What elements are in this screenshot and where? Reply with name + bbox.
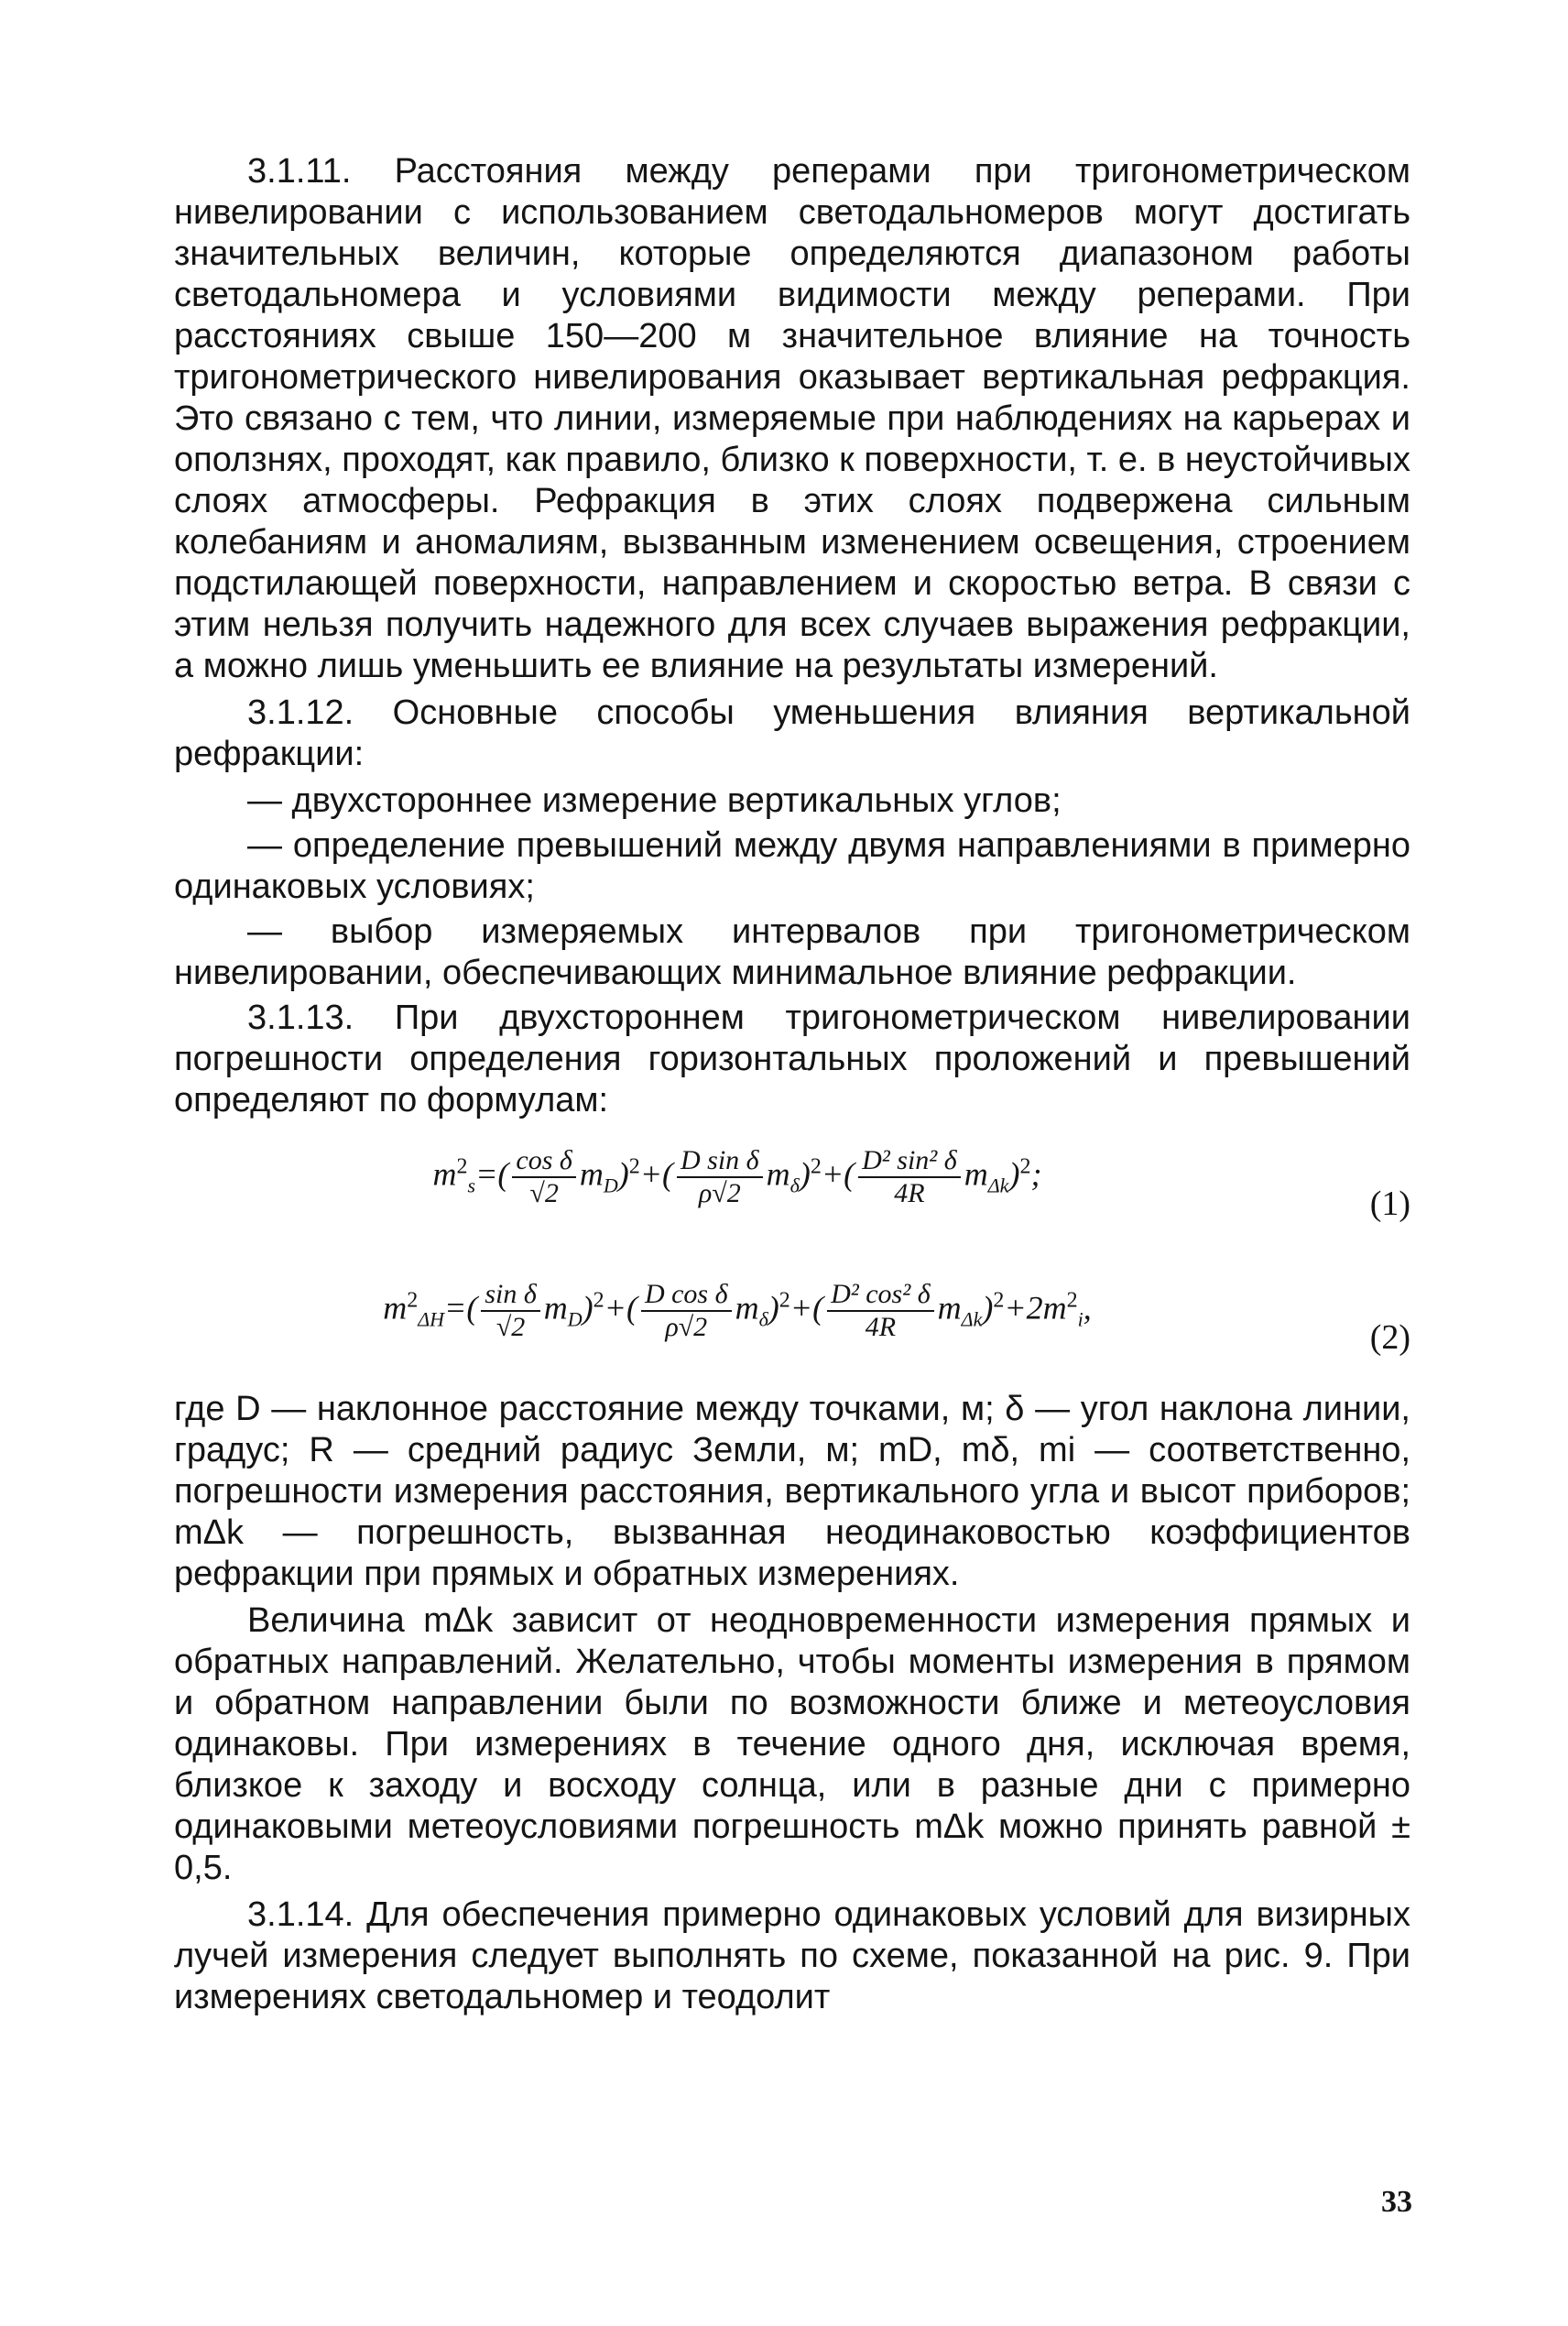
formula-1 [174, 1145, 1410, 1255]
list-item: — выбор измеряемых интервалов при тригонометрическом нивелировании, обеспечивающих минимальное влияние рефракции. [174, 912, 1410, 992]
paragraph-3-1-13: 3.1.13. При двухстороннем тригонометрическом нивелировании погрешности определения горизонтальных проложений и превышений определяют по формулам: [174, 999, 1410, 1119]
paragraph-3-1-11: 3.1.11. Расстояния между реперами при тригонометрическом нивелировании с использованием светодальномеров могут достигать значительных величин, которые определяются диапазоном работы светодальномера и условиями видимости между реперами. При расстояниях свыше 150—200 м значительное влияние на точность тригонометрического нивелирования оказывает вертикальная рефракция. Это связано с тем, что линии, измеряемые при наблюдениях на карьерах и оползнях, проходят, как правило, близко к поверхности, т. е. в неустойчивых слоях атмосферы. Рефракция в этих слоях подвержена сильным колебаниям и аномалиям, вызванным изменением освещения, строением подстилающей поверхности, направлением и скоростью ветра. В связи с этим нельзя получить надежного для всех случаев выражения рефракции, а можно лишь уменьшить ее влияние на результаты измерений. [174, 152, 1410, 685]
paragraph-3-1-14: 3.1.14. Для обеспечения примерно одинаковых условий для визирных лучей измерения следует выполнять по схеме, показанной на рис. 9. При измерениях светодальномер и теодолит [174, 1895, 1410, 2016]
formula-1-number: (1) [1369, 1185, 1410, 1223]
body-text [174, 151, 1410, 2024]
paragraph-3-1-12: 3.1.12. Основные способы уменьшения влияния вертикальной рефракции: [174, 693, 1410, 773]
list-item: — определение превышений между двумя направлениями в примерно одинаковых условиях; [174, 826, 1410, 906]
formula-2-number: (2) [1369, 1318, 1410, 1357]
list-item: — двухстороннее измерение вертикальных углов; [247, 781, 1062, 820]
paragraph-where: где D — наклонное расстояние между точками, м; δ — угол наклона линии, градус; R — средний радиус Земли, м; mD, mδ, mi — соответственно, погрешности измерения расстояния, вертикального угла и высот приборов; mΔk — погрешность, вызванная неодинаковостью коэффициентов рефракции при прямых и обратных измерениях. [174, 1390, 1410, 1593]
page-number: 33 [1381, 2185, 1412, 2219]
formula-1-expression: $m^2_s=$( $\frac{\text{cos δ}}{√2}$ $m_D)^2+$( $\frac{\text{D sin δ}}{\rho√2}$ $m_\delta)^2+$( $\frac{\text{D² sin² δ}}{4R}$ $m_{\Delta k})^2$; [432, 1145, 1042, 1208]
paragraph-magnitude: Величина mΔk зависит от неодновременности измерения прямых и обратных направлений. Желательно, чтобы моменты измерения в прямом и обратном направлении были по возможности ближе и метеоусловия одинаковы. При измерениях в течение одного дня, исключая время, близкое к заходу и восходу солнца, или в разные дни с примерно одинаковыми метеоусловиями погрешность mΔk можно принять равной ± 0,5. [174, 1601, 1410, 1887]
formula-2 [174, 1279, 1410, 1389]
formula-2-expression: $m^2_{\Delta H}=$( $\frac{\text{sin δ}}{√2}$ $m_D)^2+$( $\frac{\text{D cos δ}}{\rho√2}$ $m_\delta)^2+$( $\frac{\text{D² cos² δ}}{4R}$ $m_{\Delta k})^2+2m^2_i$, [383, 1279, 1092, 1342]
